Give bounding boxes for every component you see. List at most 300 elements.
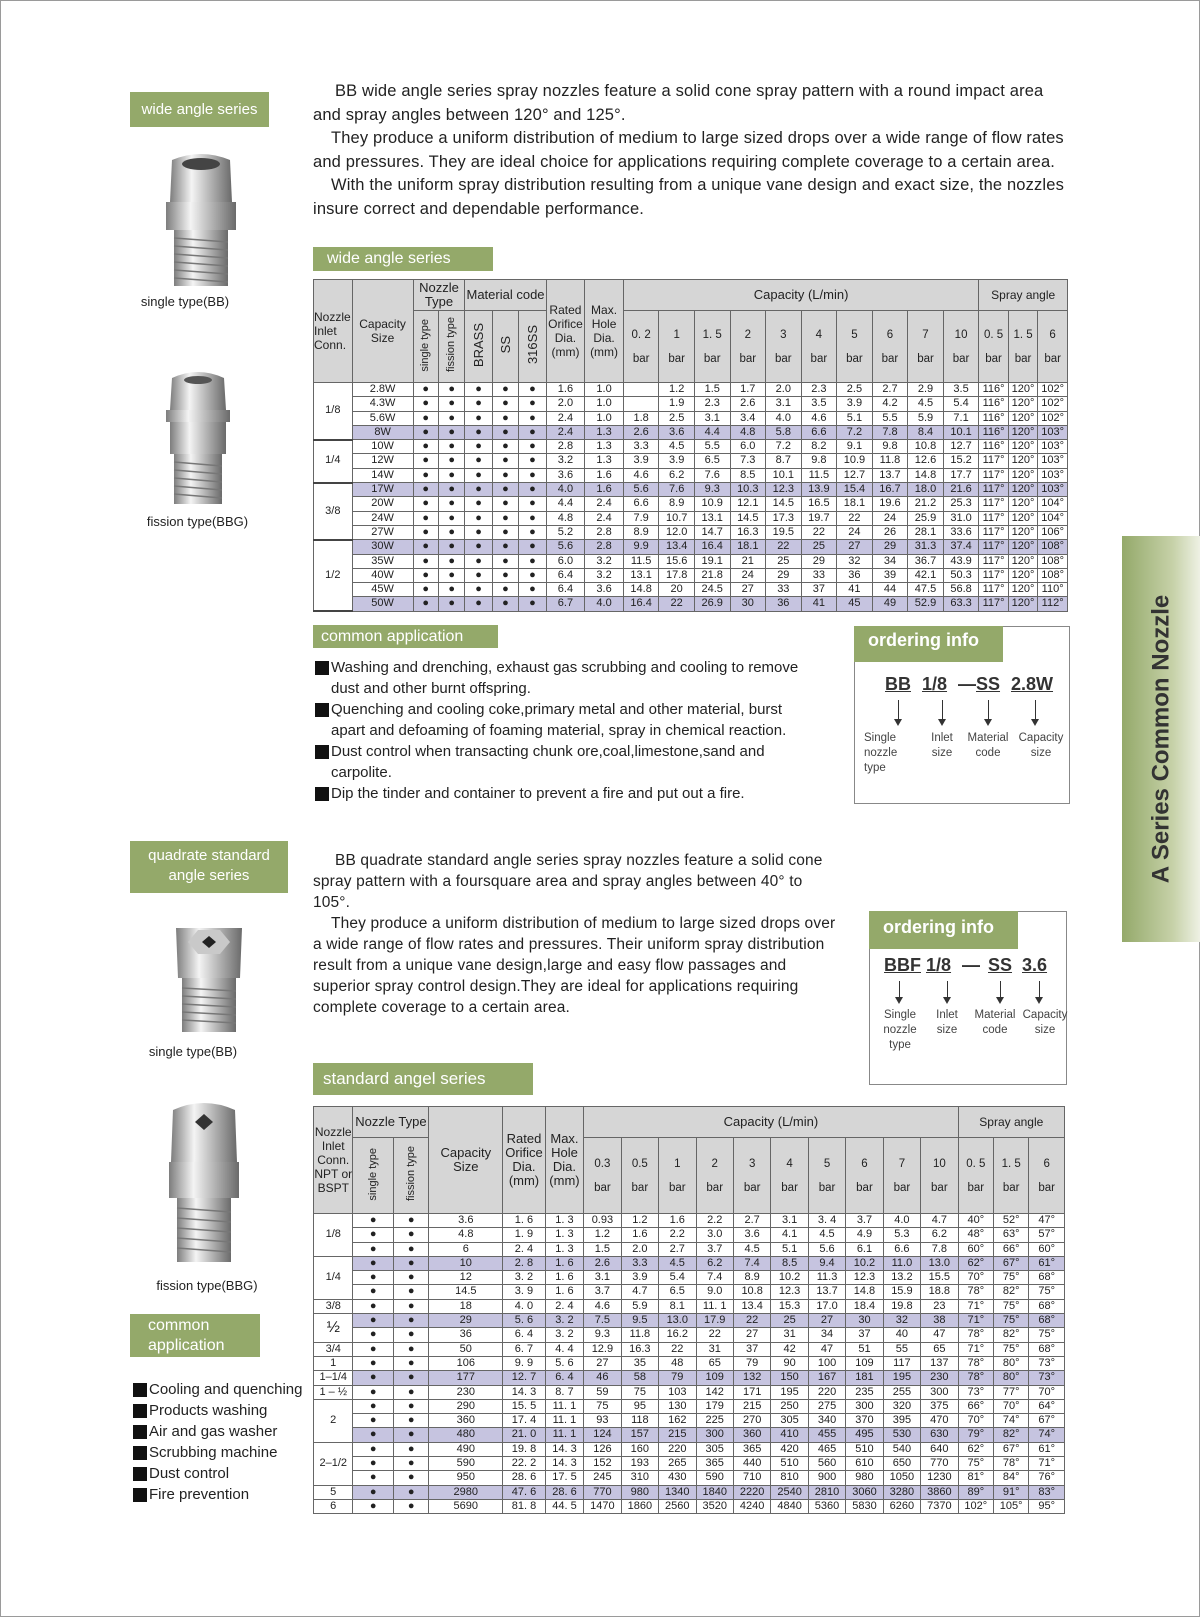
cell: 108° <box>1038 540 1068 554</box>
cell: 43.9 <box>943 554 979 568</box>
cell: 67° <box>993 1442 1028 1456</box>
cell: 1.0 <box>585 411 624 425</box>
cell: 15.3 <box>771 1299 808 1313</box>
cell: 7.8 <box>872 425 908 439</box>
cell: 78° <box>958 1371 993 1385</box>
table-row <box>314 1442 1065 1456</box>
cell: 810 <box>771 1471 808 1485</box>
cell: 27 <box>584 1356 621 1370</box>
cell: 19.5 <box>766 525 802 539</box>
col-header: Spray angle <box>979 280 1068 311</box>
code-label: Capacity size <box>1022 1009 1068 1036</box>
pressure-unit: bar <box>668 352 685 365</box>
cell: 181 <box>846 1371 883 1385</box>
dot-cell: ● <box>393 1242 428 1256</box>
cell: 510 <box>846 1442 883 1456</box>
cell: 106 <box>429 1356 503 1370</box>
cell: 395 <box>883 1414 920 1428</box>
cell: 24 <box>837 525 873 539</box>
cell: 900 <box>808 1471 845 1485</box>
pressure-unit: bar <box>818 1181 836 1194</box>
dot-cell: ● <box>438 497 464 511</box>
dot-cell: ● <box>353 1271 393 1285</box>
cell: 6.4 <box>546 583 585 597</box>
table-row <box>314 1399 1065 1413</box>
cell: 2.8 <box>585 540 624 554</box>
paragraph: BB quadrate standard angle series spray nozzles feature a solid cone spray pattern with a foursquare area and spray angles between 40° to 105°. <box>313 852 823 911</box>
arrow-down-icon <box>988 700 989 720</box>
code-part: 2.8W <box>1011 674 1054 694</box>
dot-cell: ● <box>413 440 438 454</box>
cell: 11.8 <box>872 454 908 468</box>
table-row <box>314 1414 1065 1428</box>
cell: 7.2 <box>766 440 802 454</box>
cell: 340 <box>808 1414 845 1428</box>
pressure-header <box>694 311 730 383</box>
table-row <box>314 1342 1065 1356</box>
table-row <box>314 1385 1065 1399</box>
cell: 8.4 <box>908 425 944 439</box>
dot-cell: ● <box>353 1342 393 1356</box>
table-row <box>314 1314 1065 1328</box>
pressure-unit: bar <box>781 1181 798 1194</box>
list-item: Washing and drenching, exhaust gas scrubbing and cooling to remove dust and other burnt offspring. <box>315 657 815 699</box>
pressure-unit: bar <box>775 352 792 365</box>
code-label: Material code <box>967 732 1009 759</box>
cell: 4840 <box>771 1499 808 1513</box>
cell: 13.9 <box>801 483 837 497</box>
conn-cell: 6 <box>314 1499 353 1513</box>
cell: 51 <box>846 1342 883 1356</box>
cell: 2.7 <box>733 1214 770 1228</box>
cell: 530 <box>883 1428 920 1442</box>
cell: 28.1 <box>908 525 944 539</box>
pressure-unit: bar <box>1014 352 1032 365</box>
cell: 112° <box>1038 597 1068 611</box>
table-title: wide angle series <box>313 247 493 271</box>
cell: 21. 0 <box>503 1428 546 1442</box>
cell: 171 <box>733 1385 770 1399</box>
cell: 93 <box>584 1414 621 1428</box>
cell: 2. 8 <box>503 1256 546 1270</box>
cell: 6.6 <box>883 1242 920 1256</box>
list-item: Cooling and quenching <box>133 1379 313 1400</box>
cell: 10.3 <box>730 483 766 497</box>
cell: 102° <box>1038 383 1068 397</box>
cell: 103° <box>1038 454 1068 468</box>
cell: 440 <box>733 1457 770 1471</box>
cell: 4240 <box>733 1499 770 1513</box>
pressure-unit: bar <box>917 352 934 365</box>
cell: 1.6 <box>659 1214 696 1228</box>
dot-cell: ● <box>465 483 492 497</box>
cell: 12.0 <box>659 525 695 539</box>
nozzle-image-square-fission <box>163 1100 245 1264</box>
dot-cell: ● <box>353 1485 393 1499</box>
cell: 10.8 <box>908 440 944 454</box>
table-row <box>314 468 1068 482</box>
dot-cell: ● <box>519 468 546 482</box>
dot-cell: ● <box>519 554 546 568</box>
cell: 3. 9 <box>503 1285 546 1299</box>
cell: 76° <box>1029 1471 1065 1485</box>
cell: 21.8 <box>694 568 730 582</box>
col-header: fission type <box>404 1146 417 1202</box>
dot-cell: ● <box>465 525 492 539</box>
cell: 4.3W <box>352 397 413 411</box>
cell: 2810 <box>808 1485 845 1499</box>
cell: 12.3 <box>771 1285 808 1299</box>
cell: 14.8 <box>623 583 659 597</box>
cell: 26.9 <box>694 597 730 611</box>
cell: 31.3 <box>908 540 944 554</box>
dot-cell: ● <box>492 411 518 425</box>
cell: 109 <box>696 1371 733 1385</box>
pressure-value: 4 <box>786 1157 793 1170</box>
dot-cell: ● <box>465 511 492 525</box>
arrow-down-icon <box>899 981 900 998</box>
cell: 34 <box>872 554 908 568</box>
cell: 4.8 <box>429 1228 503 1242</box>
cell: 8. 7 <box>545 1385 583 1399</box>
list-item: Scrubbing machine <box>133 1442 313 1463</box>
cell: 75° <box>1029 1285 1065 1299</box>
cell: 108° <box>1038 554 1068 568</box>
cell: 26 <box>872 525 908 539</box>
cell: 7370 <box>921 1499 958 1513</box>
cell: 47° <box>1029 1214 1065 1228</box>
cell: 132 <box>733 1371 770 1385</box>
image-caption: fission type(BBG) <box>146 514 249 529</box>
table-row <box>314 511 1068 525</box>
cell: 91° <box>993 1485 1028 1499</box>
dot-cell: ● <box>519 397 546 411</box>
cell: 6. 4 <box>503 1328 546 1342</box>
cell: 117° <box>979 583 1008 597</box>
cell: 3.6 <box>733 1228 770 1242</box>
cell: 12.3 <box>846 1271 883 1285</box>
cell: 2.3 <box>801 383 837 397</box>
dot-cell: ● <box>492 497 518 511</box>
col-header: Capacity Size <box>352 280 413 383</box>
cell: 10.2 <box>771 1271 808 1285</box>
cell: 2.6 <box>623 425 659 439</box>
dot-cell: ● <box>413 568 438 582</box>
cell: 255 <box>883 1385 920 1399</box>
dot-cell: ● <box>492 597 518 611</box>
pressure-header <box>659 1138 696 1214</box>
cell: 3. 2 <box>545 1328 583 1342</box>
cell: 3.7 <box>846 1214 883 1228</box>
cell: 124 <box>584 1428 621 1442</box>
dot-cell: ● <box>393 1442 428 1456</box>
cell: 25.3 <box>943 497 979 511</box>
arrow-down-icon <box>1035 700 1036 720</box>
cell: 49 <box>872 597 908 611</box>
cell: 16.5 <box>801 497 837 511</box>
cell: 52° <box>993 1214 1028 1228</box>
cell: 22 <box>696 1328 733 1342</box>
cell: 56.8 <box>943 583 979 597</box>
col-header: 316SS <box>524 325 540 365</box>
table-row <box>314 1256 1065 1270</box>
cell: 1. 6 <box>503 1214 546 1228</box>
cell: 305 <box>696 1442 733 1456</box>
pressure-unit: bar <box>985 352 1002 365</box>
cell: 12.3 <box>766 483 802 497</box>
dot-cell: ● <box>393 1457 428 1471</box>
dot-cell: ● <box>393 1285 428 1299</box>
cell: 195 <box>883 1371 920 1385</box>
dot-cell: ● <box>393 1271 428 1285</box>
cell: 2. 4 <box>503 1242 546 1256</box>
cell: 3.9 <box>621 1271 658 1285</box>
conn-cell: 2–1/2 <box>314 1442 353 1485</box>
cell: 71° <box>958 1314 993 1328</box>
cell: 117° <box>979 568 1008 582</box>
cell: 105° <box>993 1499 1028 1513</box>
cell: 10.2 <box>846 1256 883 1270</box>
dot-cell: ● <box>465 597 492 611</box>
cell: 33.6 <box>943 525 979 539</box>
pressure-value: 3 <box>780 328 787 341</box>
dot-cell: ● <box>413 540 438 554</box>
cell: 162 <box>659 1414 696 1428</box>
col-header: BRASS <box>471 322 487 368</box>
cell: 120° <box>1008 568 1037 582</box>
code-label: Inlet size <box>936 1009 958 1036</box>
cell: 42 <box>771 1342 808 1356</box>
cell: 29 <box>872 540 908 554</box>
cell: 1470 <box>584 1499 621 1513</box>
code-part: BB <box>885 674 911 694</box>
cell: 67° <box>993 1256 1028 1270</box>
cell: 117° <box>979 483 1008 497</box>
cell: 16.4 <box>694 540 730 554</box>
pressure-value: 5 <box>823 1157 831 1170</box>
conn-cell: ½ <box>314 1314 353 1343</box>
cell: 28. 6 <box>503 1471 546 1485</box>
cell: 120° <box>1008 483 1037 497</box>
cell: 20W <box>352 497 413 511</box>
cell: 1.0 <box>585 397 624 411</box>
cell: 21 <box>730 554 766 568</box>
cell: 120° <box>1008 540 1037 554</box>
conn-cell: 1–1/4 <box>314 1371 353 1385</box>
cell: 16.7 <box>872 483 908 497</box>
cell: 44 <box>872 583 908 597</box>
cell: 41 <box>837 583 873 597</box>
pressure-value: 7 <box>898 1157 906 1170</box>
cell: 37 <box>846 1328 883 1342</box>
cell: 1.3 <box>585 454 624 468</box>
cell: 14.7 <box>694 525 730 539</box>
cell: 14W <box>352 468 413 482</box>
conn-cell: 1 – ½ <box>314 1385 353 1399</box>
cell: 6. 7 <box>503 1342 546 1356</box>
cell: 35 <box>621 1356 658 1370</box>
cell: 19.7 <box>801 511 837 525</box>
cell: 8.7 <box>766 454 802 468</box>
pressure-value: 6 <box>1049 328 1056 341</box>
cell: 32 <box>883 1314 920 1328</box>
dot-cell: ● <box>438 383 464 397</box>
code-label: Inlet size <box>931 732 953 759</box>
dot-cell: ● <box>413 483 438 497</box>
cell: 59 <box>584 1385 621 1399</box>
cell: 27 <box>730 583 766 597</box>
cell: 4.4 <box>546 497 585 511</box>
cell: 3.7 <box>696 1242 733 1256</box>
cell: 79 <box>733 1356 770 1370</box>
cell: 3. 2 <box>545 1314 583 1328</box>
cell: 2980 <box>429 1485 503 1499</box>
cell: 3280 <box>883 1485 920 1499</box>
cell: 109 <box>846 1356 883 1370</box>
cell: 4. 4 <box>545 1342 583 1356</box>
cell: 10.7 <box>659 511 695 525</box>
cell: 13.1 <box>694 511 730 525</box>
cell: 47 <box>808 1342 845 1356</box>
cell: 13.0 <box>921 1256 958 1270</box>
cell: 4.7 <box>621 1285 658 1299</box>
code-part: 1/8 <box>922 674 948 694</box>
dot-cell: ● <box>438 583 464 597</box>
dot-cell: ● <box>353 1442 393 1456</box>
dot-cell: ● <box>413 497 438 511</box>
cell: 4.5 <box>808 1228 845 1242</box>
cell: 4.0 <box>546 483 585 497</box>
pressure-header <box>621 1138 658 1214</box>
code-part: 3.6 <box>1022 955 1048 975</box>
cell: 13.0 <box>659 1314 696 1328</box>
col-header: Nozzle Type <box>353 1107 429 1138</box>
conn-cell: 1/4 <box>314 1256 353 1299</box>
image-caption: single type(BB) <box>140 294 230 309</box>
cell: 5.9 <box>908 411 944 425</box>
cell: 31.0 <box>943 511 979 525</box>
cell: 465 <box>808 1442 845 1456</box>
pressure-header <box>943 311 979 383</box>
cell: 29 <box>766 568 802 582</box>
cell: 4.2 <box>872 397 908 411</box>
cell: 3.1 <box>694 411 730 425</box>
cell: 195 <box>771 1385 808 1399</box>
cell: 5. 6 <box>545 1356 583 1370</box>
dot-cell: ● <box>353 1314 393 1328</box>
dot-cell: ● <box>413 525 438 539</box>
cell: 63° <box>993 1228 1028 1242</box>
cell: 7.4 <box>696 1271 733 1285</box>
cell: 245 <box>584 1471 621 1485</box>
cell: 1. 6 <box>545 1256 583 1270</box>
cell: 3.7 <box>584 1285 621 1299</box>
cell: 13.2 <box>883 1271 920 1285</box>
table-row <box>314 1299 1065 1313</box>
dot-cell: ● <box>393 1428 428 1442</box>
conn-cell: 1/2 <box>314 540 353 611</box>
cell: 8.5 <box>771 1256 808 1270</box>
cell: 300 <box>921 1385 958 1399</box>
dot-cell: ● <box>465 397 492 411</box>
table-row <box>314 440 1068 454</box>
cell: 60° <box>1029 1242 1065 1256</box>
side-title-text: A Series Common Nozzle <box>1147 594 1175 884</box>
cell: 5.8 <box>766 425 802 439</box>
cell: 4.7 <box>921 1214 958 1228</box>
cell: 108° <box>1038 568 1068 582</box>
cell: 36 <box>766 597 802 611</box>
section-tag-wide-angle: wide angle series <box>130 92 269 127</box>
dot-cell: ● <box>393 1314 428 1328</box>
cell: 9.8 <box>801 454 837 468</box>
cell: 6 <box>429 1242 503 1256</box>
cell: 7.1 <box>943 411 979 425</box>
cell: 410 <box>771 1428 808 1442</box>
col-header: fission type <box>445 317 458 373</box>
col-header: Nozzle Inlet Conn. NPT or BSPT <box>314 1107 353 1214</box>
cell: 22. 2 <box>503 1457 546 1471</box>
cell: 17W <box>352 483 413 497</box>
cell: 2.4 <box>546 425 585 439</box>
cell: 62° <box>958 1256 993 1270</box>
dot-cell: ● <box>438 397 464 411</box>
cell: 167 <box>808 1371 845 1385</box>
cell: 75° <box>993 1342 1028 1356</box>
cell: 5360 <box>808 1499 845 1513</box>
cell: 62° <box>958 1442 993 1456</box>
cell: 120° <box>1008 411 1037 425</box>
dot-cell: ● <box>393 1214 428 1228</box>
cell: 14.5 <box>766 497 802 511</box>
cell: 1840 <box>696 1485 733 1499</box>
dot-cell: ● <box>353 1328 393 1342</box>
cell: 57° <box>1029 1228 1065 1242</box>
cell: 117° <box>979 454 1008 468</box>
pressure-value: 1 <box>674 1157 681 1170</box>
list-item: Quenching and cooling coke,primary metal and other material, burst apart and defoaming of foaming material, spray in chemical reaction. <box>315 699 815 741</box>
dot-cell: ● <box>438 454 464 468</box>
dot-cell: ● <box>353 1228 393 1242</box>
pressure-unit: bar <box>706 1181 724 1194</box>
cell: 120° <box>1008 583 1037 597</box>
dot-cell: ● <box>393 1371 428 1385</box>
cell: 2.5 <box>837 383 873 397</box>
code-label: Single nozzle type <box>883 1009 917 1051</box>
cell: 22 <box>733 1314 770 1328</box>
cell: 8.9 <box>623 525 659 539</box>
cell: 11. 1 <box>545 1399 583 1413</box>
cell: 47 <box>921 1328 958 1342</box>
cell: 116° <box>979 383 1008 397</box>
cell: 5.2 <box>546 525 585 539</box>
cell: 75° <box>993 1299 1028 1313</box>
cell: 32 <box>837 554 873 568</box>
cell: 4.4 <box>694 425 730 439</box>
cell: 50.3 <box>943 568 979 582</box>
cell: 10.1 <box>766 468 802 482</box>
col-header: Max. Hole Dia. (mm) <box>545 1107 583 1214</box>
pressure-value: 1. 5 <box>1013 328 1033 341</box>
cell: 8.1 <box>659 1299 696 1313</box>
cell: 7.4 <box>733 1256 770 1270</box>
cell: 17. 4 <box>503 1414 546 1428</box>
cell: 13.7 <box>808 1285 845 1299</box>
cell: 13.4 <box>733 1299 770 1313</box>
arrow-down-icon <box>898 700 899 720</box>
dot-cell: ● <box>438 540 464 554</box>
cell: 81. 8 <box>503 1499 546 1513</box>
